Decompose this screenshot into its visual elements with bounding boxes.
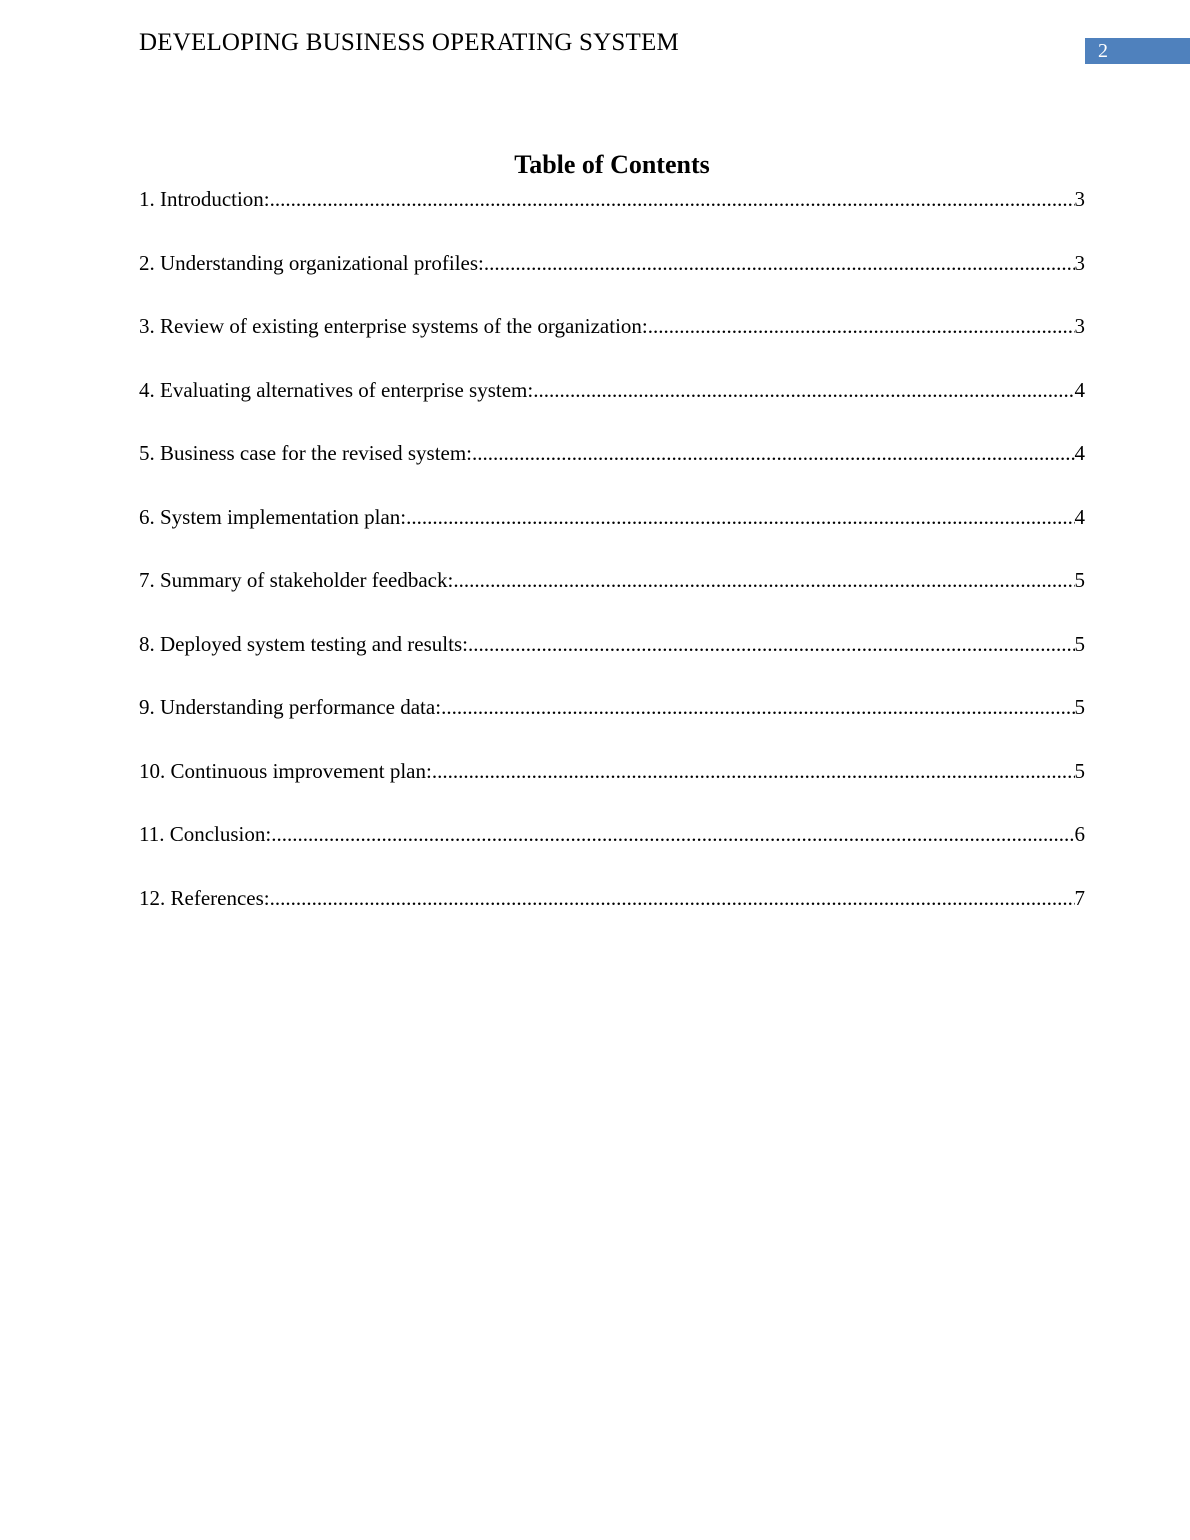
toc-dot-leader (271, 820, 1074, 848)
toc-entry-page: 4 (1074, 377, 1085, 402)
toc-dot-leader (270, 884, 1075, 912)
toc-dot-leader (648, 312, 1075, 340)
running-header-title: DEVELOPING BUSINESS OPERATING SYSTEM (139, 29, 679, 56)
page-number-badge: 2 (1085, 38, 1190, 64)
toc-entry-page: 5 (1074, 695, 1085, 719)
toc-dot-leader (432, 757, 1075, 785)
toc-entry-continuous-improvement[interactable] (139, 757, 1085, 821)
toc-entry-title: 1. Introduction: (139, 187, 270, 211)
toc-entry-page: 5 (1074, 758, 1085, 783)
toc-entry-title: 5. Business case for the revised system: (139, 441, 473, 465)
toc-dot-leader (441, 693, 1074, 721)
toc-entry-page: 4 (1074, 504, 1085, 529)
toc-heading: Table of Contents (514, 150, 710, 179)
toc-entry-title: 7. Summary of stakeholder feedback: (139, 568, 454, 592)
toc-entry-references[interactable] (139, 884, 1085, 948)
toc-dot-leader (406, 503, 1074, 531)
toc-dot-leader (453, 566, 1074, 594)
toc-entry-title: 12. References: (139, 885, 270, 910)
toc-dot-leader (484, 249, 1075, 277)
toc-entry-page: 7 (1074, 885, 1085, 910)
toc-entry-page: 3 (1074, 187, 1085, 211)
toc-entry-page: 4 (1074, 441, 1085, 465)
toc-entry-introduction[interactable] (139, 185, 1085, 249)
toc-entry-organizational-profiles[interactable] (139, 249, 1085, 313)
toc-entry-title: 6. System implementation plan: (139, 504, 407, 529)
table-of-contents (139, 185, 1085, 947)
toc-entry-conclusion[interactable] (139, 820, 1085, 884)
toc-entry-page: 6 (1074, 822, 1085, 846)
toc-dot-leader (472, 439, 1074, 467)
toc-entry-title: 10. Continuous improvement plan: (139, 758, 432, 783)
toc-dot-leader (533, 376, 1074, 404)
toc-entry-title: 3. Review of existing enterprise systems of the organization: (139, 314, 648, 338)
toc-entry-page: 5 (1074, 568, 1085, 592)
toc-entry-page: 5 (1074, 631, 1085, 656)
toc-entry-page: 3 (1074, 314, 1085, 338)
toc-entry-title: 8. Deployed system testing and results: (139, 631, 468, 656)
toc-entry-title: 11. Conclusion: (139, 822, 272, 846)
toc-dot-leader (468, 630, 1075, 658)
toc-entry-title: 4. Evaluating alternatives of enterprise system: (139, 377, 534, 402)
toc-entry-title: 9. Understanding performance data: (139, 695, 442, 719)
toc-entry-page: 3 (1074, 250, 1085, 275)
toc-entry-system-testing[interactable] (139, 630, 1085, 694)
toc-entry-stakeholder-feedback[interactable] (139, 566, 1085, 630)
toc-entry-business-case[interactable] (139, 439, 1085, 503)
toc-entry-performance-data[interactable] (139, 693, 1085, 757)
toc-entry-implementation-plan[interactable] (139, 503, 1085, 567)
toc-entry-evaluating-alternatives[interactable] (139, 376, 1085, 440)
toc-entry-existing-systems-review[interactable] (139, 312, 1085, 376)
toc-entry-title: 2. Understanding organizational profiles: (139, 250, 484, 275)
toc-dot-leader (270, 185, 1075, 213)
